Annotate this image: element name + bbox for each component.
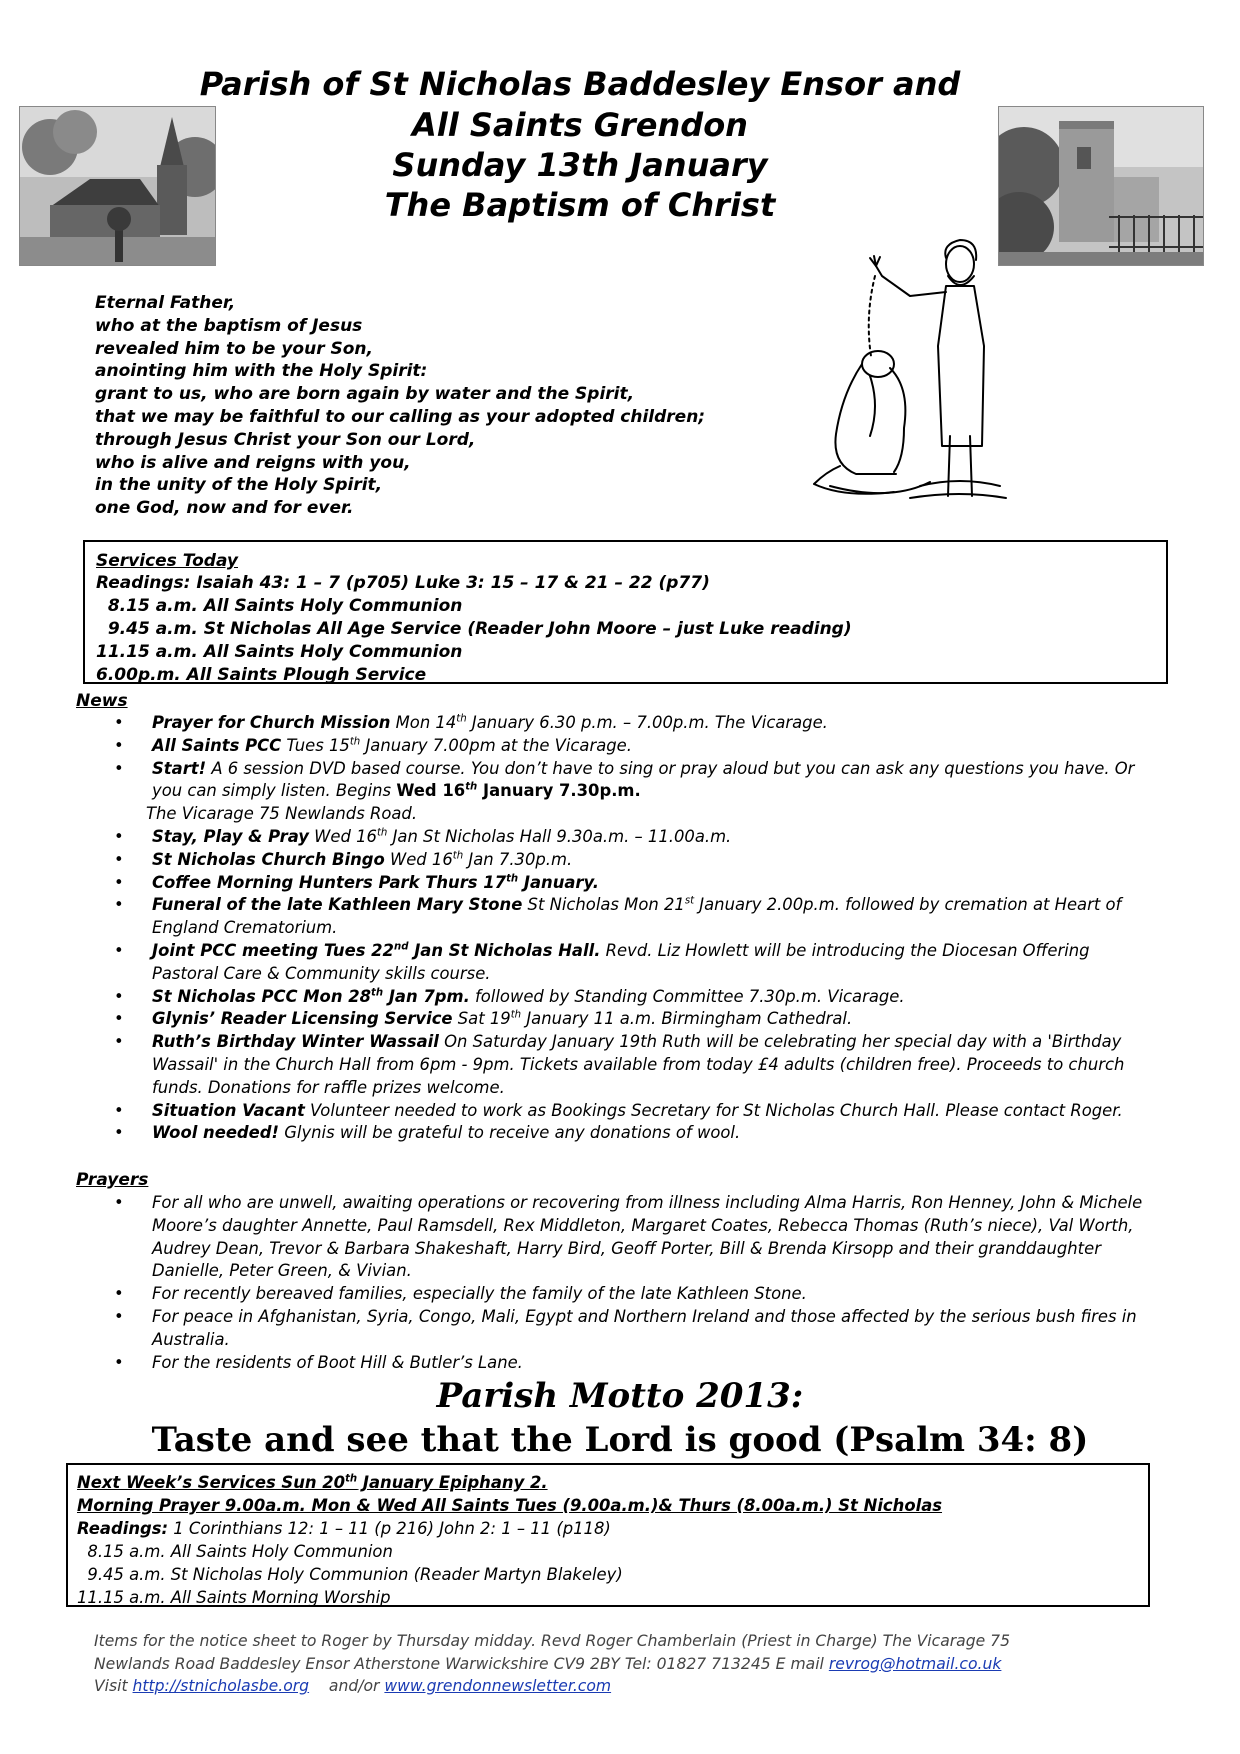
feast-title: The Baptism of Christ: [384, 186, 776, 224]
news-item: • Wool needed! Glynis will be grateful to receive any donations of wool.: [110, 1122, 1150, 1145]
news-heading: News: [76, 691, 128, 711]
all-saints-church-photo: [998, 106, 1204, 266]
prayer-line: who at the baptism of Jesus: [95, 315, 363, 336]
baptism-illustration: [770, 236, 1010, 506]
services-today-readings: Readings: Isaiah 43: 1 – 7 (p705) Luke 3: 15 – 17 & 21 – 22 (p77): [96, 573, 710, 593]
next-week-heading: Next Week’s Services Sun 20th January Epiphany 2.: [77, 1473, 548, 1492]
parish-title-line-1: Parish of St Nicholas Baddesley Ensor and: [199, 65, 961, 103]
morning-prayer-schedule: Morning Prayer 9.00a.m. Mon & Wed All Saints Tues (9.00a.m.)& Thurs (8.00a.m.) St Nicholas: [77, 1496, 943, 1515]
prayers-list: [110, 1192, 1150, 1374]
st-nicholas-website-link[interactable]: http://stnicholasbe.org: [132, 1677, 310, 1695]
news-item: • Start! A 6 session DVD based course. You don’t have to sing or pray aloud but you can ask any questions you have. Or you can simply listen. Begins Wed 16th January 7.30p.m.: [110, 758, 1150, 804]
prayer-line: grant to us, who are born again by water and the Spirit,: [95, 384, 635, 405]
news-item: • Prayer for Church Mission Mon 14th January 6.30 p.m. – 7.00p.m. The Vicarage.: [110, 712, 1150, 735]
news-item: • Coffee Morning Hunters Park Thurs 17th January.: [110, 872, 1150, 895]
service-line: 8.15 a.m. All Saints Holy Communion: [96, 596, 463, 616]
email-link[interactable]: revrog@hotmail.co.uk: [828, 1654, 1002, 1673]
news-item: • Funeral of the late Kathleen Mary Stone St Nicholas Mon 21st January 2.00p.m. followed by cremation at Heart of England Crematorium.: [110, 894, 1150, 940]
prayer-intention: • For recently bereaved families, especially the family of the late Kathleen Stone.: [110, 1283, 1150, 1306]
news-item: • Joint PCC meeting Tues 22nd Jan St Nicholas Hall. Revd. Liz Howlett will be introducing the Diocesan Offering Pastoral Care & Community skills course.: [110, 940, 1150, 986]
news-item: • Stay, Play & Pray Wed 16th Jan St Nicholas Hall 9.30a.m. – 11.00a.m.: [110, 826, 1150, 849]
news-item: • All Saints PCC Tues 15th January 7.00pm at the Vicarage.: [110, 735, 1150, 758]
news-item: • Ruth’s Birthday Winter Wassail On Saturday January 19th Ruth will be celebrating her special day with a 'Birthday Wassail' in the Church Hall from 6pm - 9pm. Tickets available from today £4 adults (children free). Proceeds to church funds. Donations for raffle prizes welcome.: [110, 1031, 1150, 1099]
next-week-service-line: 8.15 a.m. All Saints Holy Communion: [77, 1542, 393, 1561]
news-item-continuation: The Vicarage 75 Newlands Road.: [146, 804, 418, 824]
prayer-line: one God, now and for ever.: [95, 498, 354, 519]
prayers-heading: Prayers: [76, 1170, 149, 1190]
prayer-intention: • For peace in Afghanistan, Syria, Congo, Mali, Egypt and Northern Ireland and those affected by the serious bush fires in Australia.: [110, 1306, 1150, 1352]
next-week-service-line: 9.45 a.m. St Nicholas Holy Communion (Reader Martyn Blakeley): [77, 1565, 623, 1584]
parish-motto-title: Parish Motto 2013:: [436, 1376, 804, 1416]
news-item: • Situation Vacant Volunteer needed to work as Bookings Secretary for St Nicholas Church Hall. Please contact Roger.: [110, 1100, 1150, 1123]
footer-contact: [94, 1630, 1174, 1698]
news-item: • St Nicholas PCC Mon 28th Jan 7pm. followed by Standing Committee 7.30p.m. Vicarage.: [110, 986, 1150, 1009]
parish-motto-text: Taste and see that the Lord is good (Psalm 34: 8): [151, 1420, 1089, 1460]
news-list: [110, 712, 1150, 1145]
next-week-services-box: [66, 1463, 1150, 1607]
news-item: • St Nicholas Church Bingo Wed 16th Jan 7.30p.m.: [110, 849, 1150, 872]
prayer-line: in the unity of the Holy Spirit,: [95, 475, 383, 496]
footer-line-3: Visit http://stnicholasbe.org and/or www.grendonnewsletter.com: [94, 1677, 612, 1695]
service-line: 6.00p.m. All Saints Plough Service: [96, 665, 427, 685]
parish-title-line-2: All Saints Grendon: [412, 106, 748, 144]
sunday-date-title: Sunday 13th January: [392, 146, 768, 184]
collect-prayer: [95, 292, 705, 520]
prayer-intention: • For all who are unwell, awaiting operations or recovering from illness including Alma Harris, Ron Henney, John & Michele Moore’s daughter Annette, Paul Ramsdell, Rex Middleton, Margaret Coates, Rebecca Thomas (Ruth’s niece), Val Worth, Audrey Dean, Trevor & Barbara Shakeshaft, Harry Bird, Geoff Porter, Bill & Brenda Kirsopp and their granddaughter Danielle, Peter Green, & Vivian.: [110, 1192, 1150, 1283]
prayer-line: through Jesus Christ your Son our Lord,: [95, 429, 476, 450]
next-week-service-line: 11.15 a.m. All Saints Morning Worship: [77, 1588, 391, 1607]
grendon-newsletter-link[interactable]: www.grendonnewsletter.com: [384, 1677, 612, 1695]
prayer-line: that we may be faithful to our calling as your adopted children;: [95, 406, 706, 427]
service-line: 9.45 a.m. St Nicholas All Age Service (Reader John Moore – just Luke reading): [96, 619, 852, 639]
prayer-line: Eternal Father,: [95, 293, 236, 313]
footer-line-2: Newlands Road Baddesley Ensor Atherstone Warwickshire CV9 2BY Tel: 01827 713245 E mail revrog@hotmail.co.uk: [94, 1654, 1002, 1673]
news-item: • Glynis’ Reader Licensing Service Sat 19th January 11 a.m. Birmingham Cathedral.: [110, 1008, 1150, 1031]
services-today-box: [83, 540, 1168, 684]
service-line: 11.15 a.m. All Saints Holy Communion: [96, 642, 463, 662]
footer-line-1: Items for the notice sheet to Roger by Thursday midday. Revd Roger Chamberlain (Priest in Charge) The Vicarage 75: [94, 1632, 1011, 1650]
prayer-line: revealed him to be your Son,: [95, 338, 373, 359]
next-week-readings: Readings: 1 Corinthians 12: 1 – 11 (p 216) John 2: 1 – 11 (p118): [77, 1519, 611, 1538]
prayer-line: who is alive and reigns with you,: [95, 452, 411, 473]
prayer-line: anointing him with the Holy Spirit:: [95, 361, 428, 382]
services-today-heading: Services Today: [96, 551, 238, 571]
prayer-intention: • For the residents of Boot Hill & Butler’s Lane.: [110, 1352, 1150, 1375]
